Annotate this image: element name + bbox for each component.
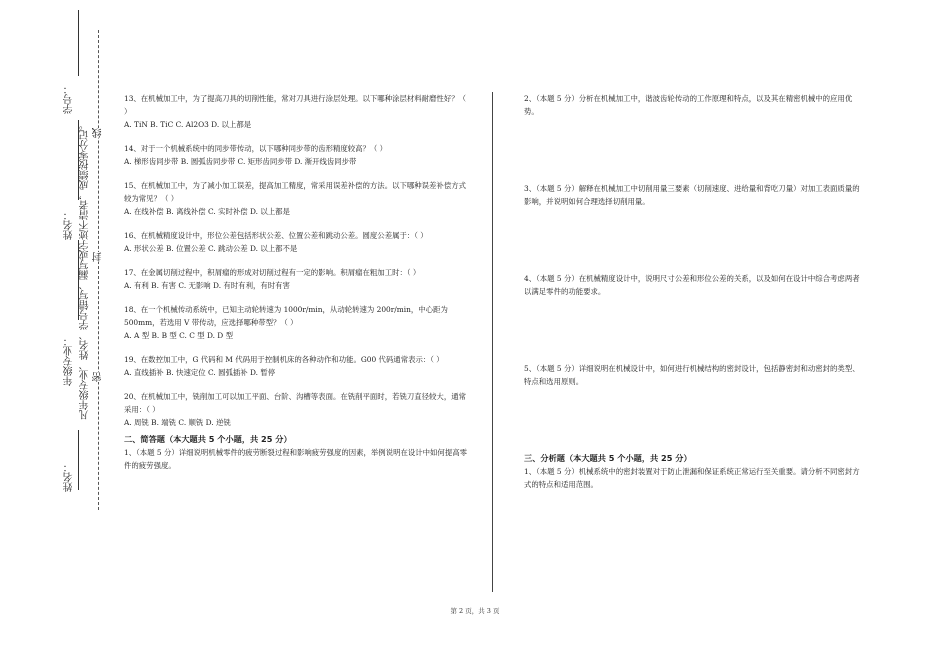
short-answer-question-3: 3、（本题 5 分）解释在机械加工中切削用量三要素（切削速度、进给量和背吃刀量）对加工表面质量的影响，并说明如何合理选择切削用量。 [524,184,860,206]
question-stem: 15、在机械加工中，为了减小加工误差，提高加工精度，常采用误差补偿的方法。以下哪种误差补偿方式较为常见？（ ） [124,181,466,203]
question-13 [124,92,469,131]
question-14 [124,142,469,168]
section-title-short-answer: 二、简答题（本大题共 5 个小题，共 25 分） [124,434,292,444]
left-column [124,92,469,472]
right-column [524,92,866,491]
column-divider [492,92,493,592]
name-label: 姓名： [64,210,75,240]
question-options: A. A 型 B. B 型 C. C 型 D. D 型 [124,331,233,340]
seal-char-mi: 密 [93,372,104,382]
id-line [78,10,79,76]
question-stem: 19、在数控加工中，G 代码和 M 代码用于控制机床的各种动作和功能。G00 代码通常表示：（ ） [124,355,444,364]
seal-char-feng: 封 [93,252,104,262]
question-options: A. 在线补偿 B. 离线补偿 C. 实时补偿 D. 以上都是 [124,207,290,216]
question-stem: 20、在机械加工中，铣削加工可以加工平面、台阶、沟槽等表面。在铣削平面时，若铣刀直径较大，通常采用：（ ） [124,392,466,414]
question-options: A. 形状公差 B. 位置公差 C. 跳动公差 D. 以上都不是 [124,244,298,253]
question-options: A. 梯形齿同步带 B. 圆弧齿同步带 C. 矩形齿同步带 D. 渐开线齿同步带 [124,157,357,166]
seal-char-xian: 线 [93,128,104,138]
section-title-analysis: 三、分析题（本大题共 5 个小题，共 25 分） [524,453,692,463]
question-options: A. TiN B. TiC C. Al2O3 D. 以上都是 [124,120,252,129]
question-stem: 14、对于一个机械系统中的同步带传动，以下哪种同步带的齿形精度较高？（ ） [124,144,388,153]
short-answer-question-1: 1、（本题 5 分）详细说明机械零件的疲劳断裂过程和影响疲劳强度的因素，举例说明在设计中如何提高零件的疲劳强度。 [124,448,467,470]
question-options: A. 周铣 B. 端铣 C. 顺铣 D. 逆铣 [124,418,231,427]
binding-strip [0,0,112,672]
question-options: A. 有利 B. 有害 C. 无影响 D. 有时有利，有时有害 [124,281,290,290]
grade-line [78,240,79,320]
question-options: A. 直线插补 B. 快速定位 C. 圆弧插补 D. 暂停 [124,368,276,377]
short-answer-question-5: 5、（本题 5 分）详细说明在机械设计中，如何进行机械结构的密封设计，包括静密封和动密封的类型、特点和选用原则。 [524,364,860,386]
question-17 [124,266,469,292]
seal-dashed-line [98,30,99,510]
question-stem: 18、在一个机械传动系统中，已知主动轮转速为 1000r/min，从动轮转速为 200r/min，中心距为 500mm，若选用 V 带传动，应选择哪种带型？（ ） [124,305,448,327]
question-20 [124,390,469,429]
page-footer: 第 2 页，共 3 页 [450,607,500,615]
question-stem: 13、在机械加工中，为了提高刀具的切削性能，常对刀具进行涂层处理。以下哪种涂层材料耐磨性好？（ ） [124,94,466,116]
analysis-question-1: 1、（本题 5 分）机械系统中的密封装置对于防止泄漏和保证系统正常运行至关重要。请分析不同密封方式的特点和适用范围。 [524,467,860,489]
school-label: 姓名： [64,462,75,492]
name-line [78,120,79,200]
question-18 [124,303,469,342]
short-answer-question-2: 2、（本题 5 分）分析在机械加工中，谐波齿轮传动的工作原理和特点，以及其在精密机械中的应用优势。 [524,94,853,116]
question-stem: 16、在机械精度设计中，形位公差包括形状公差、位置公差和跳动公差。圆度公差属于：（ ） [124,231,428,240]
question-16 [124,229,469,255]
grade-label: 年级专业： [64,336,75,386]
id-label: 学号： [64,84,75,114]
question-15 [124,179,469,218]
question-stem: 17、在金属切削过程中，积屑瘤的形成对切削过程有一定的影响。积屑瘤在粗加工时：（ ） [124,268,421,277]
question-19 [124,353,469,379]
short-answer-question-4: 4、（本题 5 分）在机械精度设计中，说明尺寸公差和形位公差的关系，以及如何在设计中综合考虑两者以满足零件的功能要求。 [524,274,860,296]
warning-text: 凡年级专业、姓名、学号错写、漏写或字迹不清者，成绩按零分记。 [80,120,91,420]
school-line [78,430,79,490]
